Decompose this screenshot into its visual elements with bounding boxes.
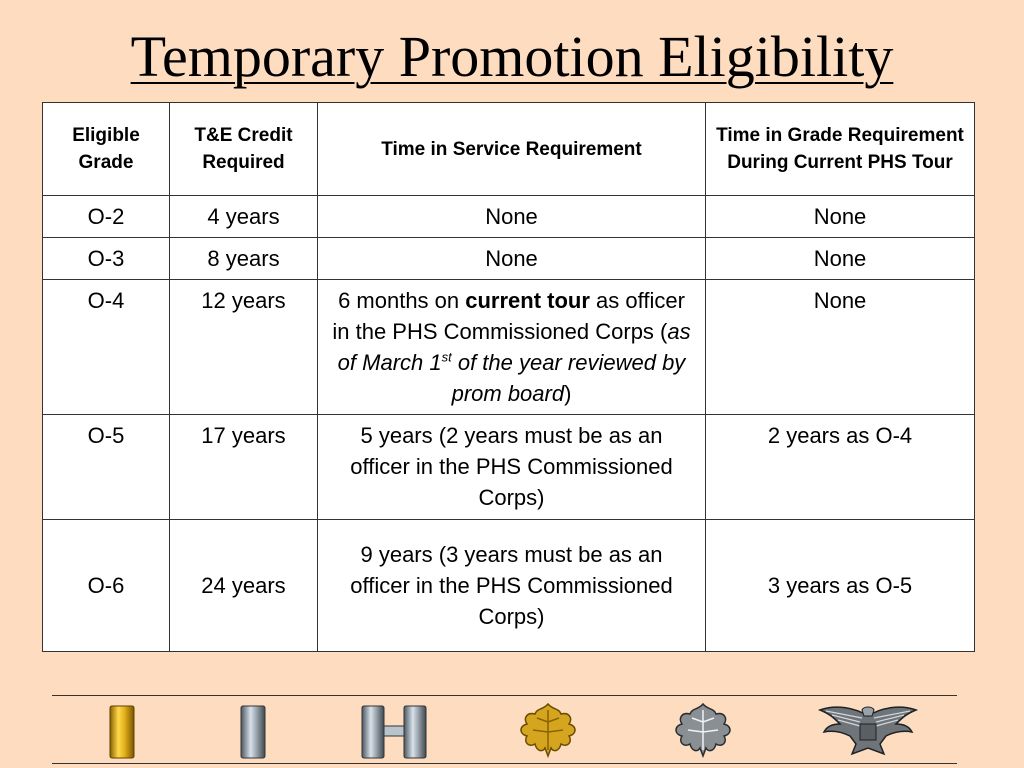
- cell-time-in-service: [318, 280, 706, 415]
- cell-time-in-service: None: [318, 196, 706, 238]
- header-time-in-service: Time in Service Requirement: [318, 103, 706, 196]
- table-row: [43, 196, 975, 238]
- table-row: [43, 238, 975, 280]
- header-te-credit: T&E Credit Required: [170, 103, 318, 196]
- cell-credit: 8 years: [170, 238, 318, 280]
- cell-time-in-grade: 2 years as O-4: [706, 415, 975, 520]
- double-silver-bars-icon: [360, 704, 428, 760]
- cell-grade: O-5: [43, 415, 170, 520]
- page-title-text: Temporary Promotion Eligibility: [130, 24, 894, 89]
- table-header-row: [43, 103, 975, 196]
- tis-text-sup: st: [441, 349, 452, 365]
- cell-time-in-grade: None: [706, 280, 975, 415]
- table-row: [43, 520, 975, 652]
- header-eligible-grade: Eligible Grade: [43, 103, 170, 196]
- silver-bar-icon: [239, 704, 267, 760]
- gold-bar-icon: [108, 704, 136, 760]
- cell-time-in-service: 5 years (2 years must be as an officer in the PHS Commissioned Corps): [318, 415, 706, 520]
- cell-time-in-grade: None: [706, 238, 975, 280]
- table-row: [43, 280, 975, 415]
- eligibility-table: [42, 102, 975, 652]
- tis-text-c: as officer in the PHS Commissioned Corps (: [332, 288, 685, 344]
- table-row: [43, 415, 975, 520]
- silver-oak-leaf-icon: [670, 700, 736, 760]
- page-title: [0, 22, 1024, 92]
- cell-grade: O-4: [43, 280, 170, 415]
- tis-text-d: as of March 1: [337, 319, 691, 375]
- cell-grade: O-2: [43, 196, 170, 238]
- cell-credit: 24 years: [170, 520, 318, 652]
- cell-credit: 12 years: [170, 280, 318, 415]
- gold-oak-leaf-icon: [515, 700, 581, 760]
- tis-text-a: 6 months on: [338, 288, 466, 313]
- tis-text-e: of the year reviewed by prom board: [451, 350, 686, 406]
- cell-grade: O-6: [43, 520, 170, 652]
- tis-text-f: ): [564, 381, 572, 406]
- silver-eagle-icon: [816, 702, 920, 756]
- divider-top: [52, 695, 957, 696]
- cell-grade: O-3: [43, 238, 170, 280]
- divider-bottom: [52, 763, 957, 764]
- cell-time-in-grade: None: [706, 196, 975, 238]
- cell-time-in-grade: 3 years as O-5: [706, 520, 975, 652]
- cell-time-in-service: None: [318, 238, 706, 280]
- cell-credit: 4 years: [170, 196, 318, 238]
- cell-credit: 17 years: [170, 415, 318, 520]
- header-time-in-grade: Time in Grade Requirement During Current PHS Tour: [706, 103, 975, 196]
- cell-time-in-service: 9 years (3 years must be as an officer in the PHS Commissioned Corps): [318, 520, 706, 652]
- tis-text-current-tour: current tour: [465, 288, 590, 313]
